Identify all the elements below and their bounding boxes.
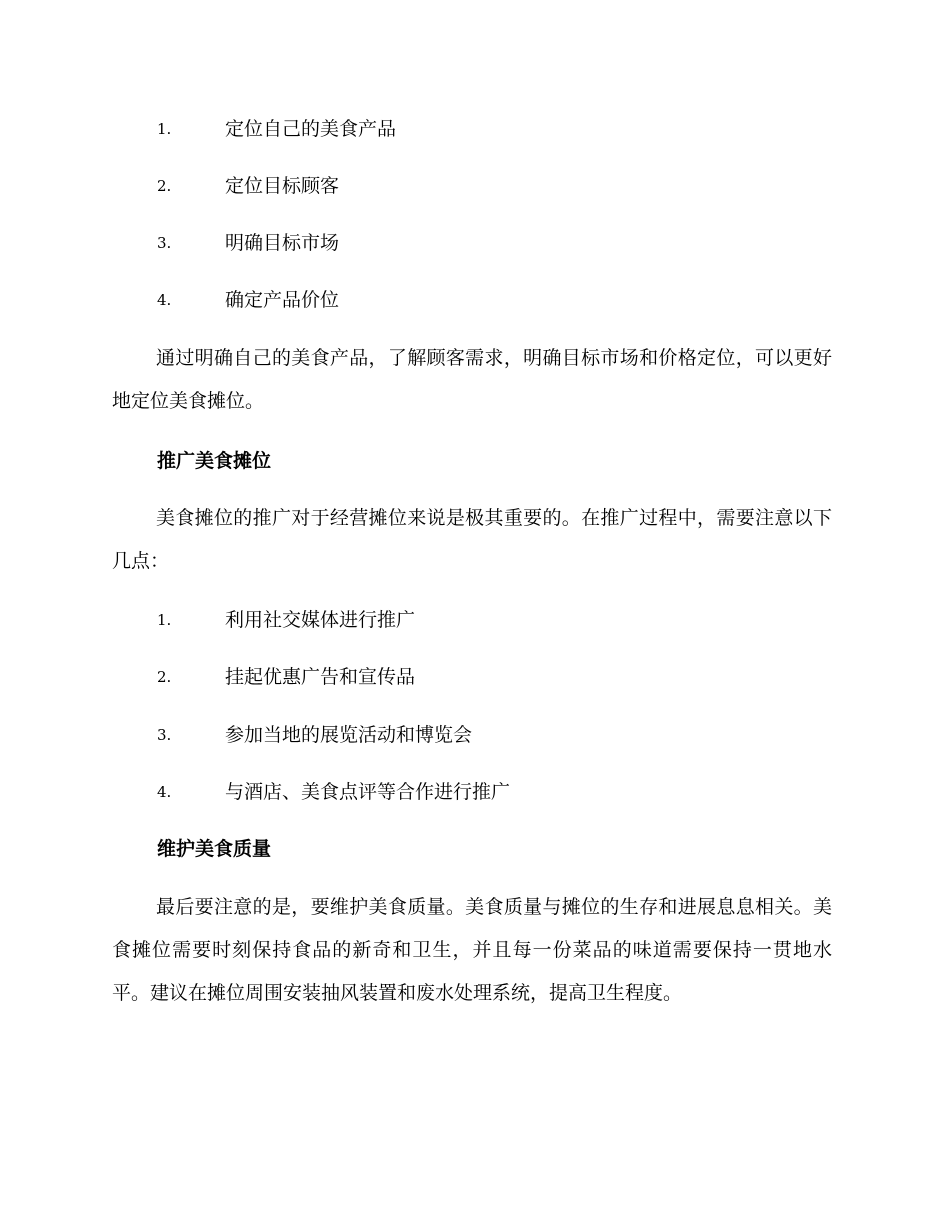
list-text: 定位自己的美食产品 [225,118,397,140]
intro-paragraph: 美食摊位的推广对于经营摊位来说是极其重要的。在推广过程中，需要注意以下几点： [112,507,832,572]
list-number: 4. [157,291,172,309]
list-number: 1. [157,611,172,629]
list-text: 挂起优惠广告和宣传品 [225,666,416,688]
summary-paragraph: 通过明确自己的美食产品，了解顾客需求，明确目标市场和价格定位，可以更好地定位美食摊位。 [112,347,832,412]
list-text: 利用社交媒体进行推广 [225,609,416,631]
list-number: 2. [157,668,172,686]
list-number: 3. [157,234,172,252]
list-text: 参加当地的展览活动和博览会 [225,724,473,746]
list-number: 2. [157,177,172,195]
section-heading-quality: 维护美食质量 [157,838,272,860]
list-text: 定位目标顾客 [225,175,340,197]
quality-paragraph: 最后要注意的是，要维护美食质量。美食质量与摊位的生存和进展息息相关。美食摊位需要时刻保持食品的新奇和卫生，并且每一份菜品的味道需要保持一贯地水平。建议在摊位周围安装抽风装置和废水处理系统，提高卫生程度。 [112,896,832,1004]
list-number: 4. [157,783,172,801]
list-number: 1. [157,120,172,138]
list-text: 明确目标市场 [225,232,340,254]
section-heading-promotion: 推广美食摊位 [157,450,272,472]
list-text: 与酒店、美食点评等合作进行推广 [225,781,511,803]
list-number: 3. [157,726,172,744]
list-text: 确定产品价位 [225,289,340,311]
